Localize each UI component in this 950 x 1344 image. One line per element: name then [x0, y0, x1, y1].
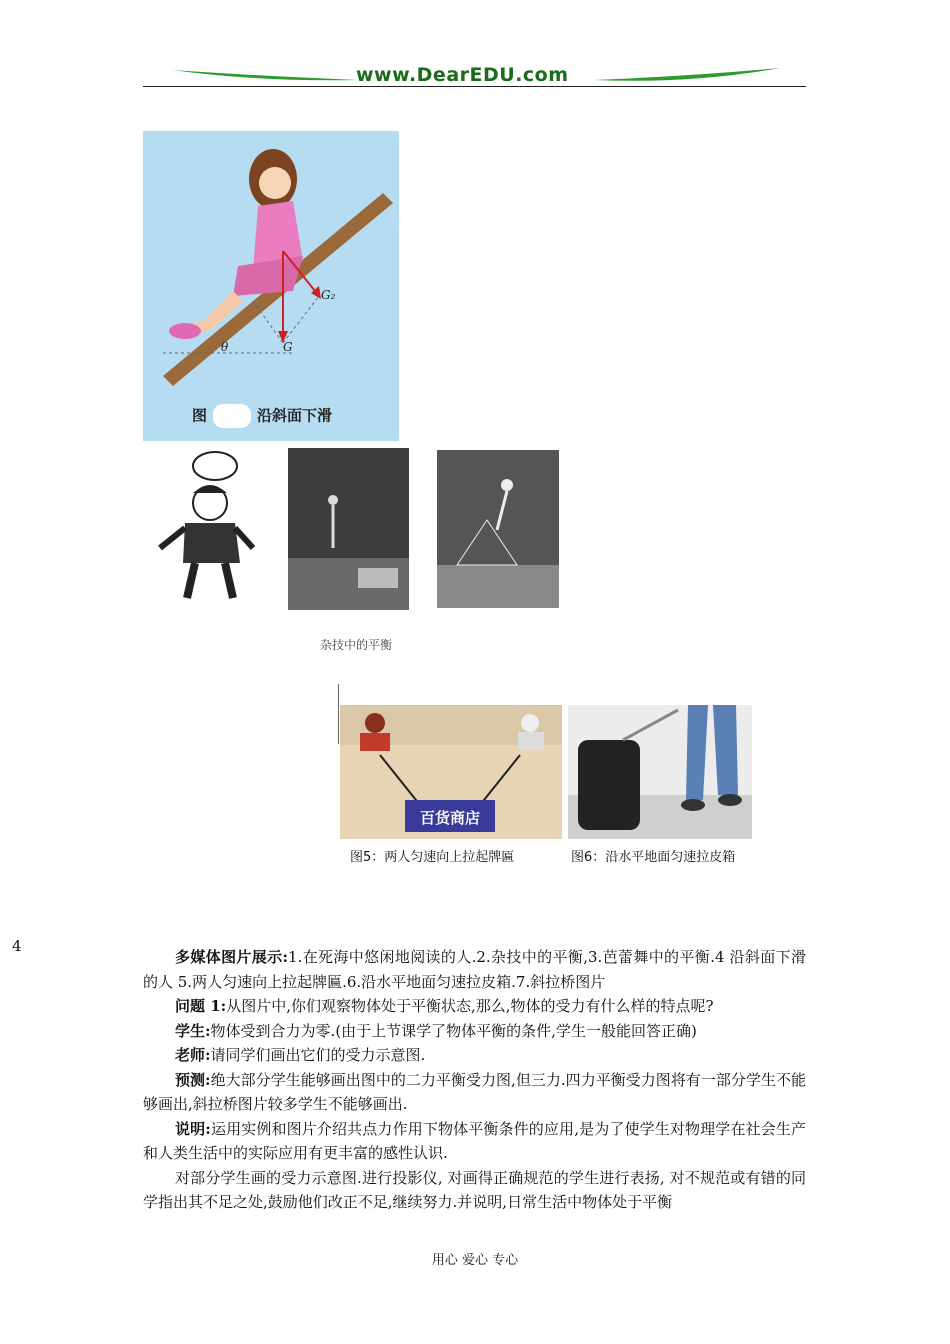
slope-illustration: [143, 131, 399, 441]
label-g: G: [283, 340, 293, 354]
fig6-caption: 图6：沿水平地面匀速拉皮箱: [571, 850, 736, 865]
paragraph: [143, 945, 806, 994]
paragraph: [143, 1117, 806, 1166]
paragraph-lead: 预测:: [175, 1070, 211, 1089]
paragraph: [143, 1043, 806, 1068]
fig5-caption: 图5：两人匀速向上拉起牌匾: [350, 850, 515, 865]
acrobat-photo-1: [288, 448, 409, 610]
paragraph-text: 对部分学生画的受力示意图.进行投影仪, 对画得正确规范的学生进行表扬, 对不规范或有错的同学指出其不足之处,鼓励他们改正不足,继续努力.并说明,日常生活中物体处于平衡: [143, 1168, 806, 1211]
paragraph: [143, 1019, 806, 1044]
sign-figure: [340, 705, 562, 839]
paragraph-text: 绝大部分学生能够画出图中的二力平衡受力图,但三力.四力平衡受力图将有一部分学生不能够画出,斜拉桥图片较多学生不能够画出.: [143, 1070, 806, 1113]
paragraph: [143, 994, 806, 1019]
paragraph-lead: 学生:: [175, 1021, 211, 1040]
paragraph-lead: 老师:: [175, 1046, 211, 1064]
header-rule: [143, 86, 806, 87]
page-footer: 用心 爱心 专心: [431, 1253, 519, 1268]
redaction-blob: [213, 404, 251, 428]
paragraph-text: 从图片中,你们观察物体处于平衡状态,那么,物体的受力有什么样的特点呢?: [226, 997, 714, 1015]
paragraph-text: 1.在死海中悠闲地阅读的人.2.杂技中的平衡,3.芭蕾舞中的平衡.4 沿斜面下滑的人 5.两人匀速向上拉起牌匾.6.沿水平地面匀速拉皮箱.7.斜拉桥图片: [143, 948, 806, 991]
label-theta: θ: [221, 340, 229, 354]
suitcase-figure: [568, 705, 752, 839]
shop-sign-text: 百货商店: [419, 809, 480, 827]
body-text: [143, 945, 806, 1215]
paragraph-text: 运用实例和图片介绍共点力作用下物体平衡条件的应用,是为了使学生对物理学在社会生产和人类生活中的实际应用有更丰富的感性认识.: [143, 1119, 806, 1162]
divider-mark: [338, 684, 339, 744]
paragraph-lead: 问题 1:: [175, 997, 227, 1015]
paragraph-text: 请同学们画出它们的受力示意图.: [210, 1046, 426, 1064]
paragraph-lead: 说明:: [175, 1119, 211, 1138]
paragraph-text: 物体受到合力为零.(由于上节课学了物体平衡的条件,学生一般能回答正确): [210, 1021, 697, 1040]
acrobat-caption: 杂技中的平衡: [320, 638, 393, 652]
label-g2: G₂: [321, 288, 336, 302]
paragraph: [143, 1068, 806, 1117]
acrobat-photo-2: [437, 450, 559, 608]
slope-caption: [192, 404, 332, 428]
header-swoosh-left: [170, 62, 360, 86]
slope-figure: [143, 131, 399, 441]
acrobat-cartoon: [155, 448, 255, 608]
page-number: 4: [12, 937, 22, 955]
paragraph-lead: 多媒体图片展示:: [175, 948, 289, 966]
site-logo: www.DearEDU.com: [356, 64, 569, 86]
slope-caption-prefix: 图: [192, 406, 208, 425]
header-swoosh-right: [592, 62, 782, 86]
slope-caption-text: 沿斜面下滑: [257, 406, 333, 425]
paragraph: [143, 1166, 806, 1215]
